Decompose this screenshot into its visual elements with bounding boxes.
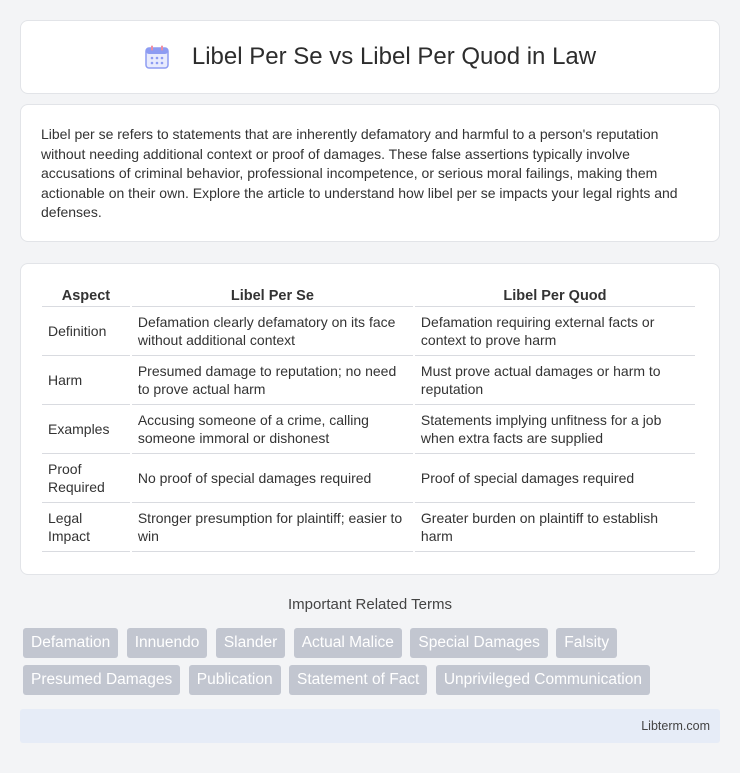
header-libel-per-quod: Libel Per Quod [415,284,695,307]
row-aspect: Examples [42,405,130,454]
row-per-quod: Greater burden on plaintiff to establish harm [415,503,695,552]
tag-presumed-damages[interactable]: Presumed Damages [23,665,180,695]
table-row [42,405,695,454]
header-libel-per-se: Libel Per Se [132,284,413,307]
row-per-se: Accusing someone of a crime, calling someone immoral or dishonest [132,405,413,454]
intro-card [20,104,720,242]
tag-special-damages[interactable]: Special Damages [410,628,547,658]
calendar-icon [144,44,170,70]
page-title: Libel Per Se vs Libel Per Quod in Law [191,43,597,70]
related-terms-title: Important Related Terms [288,596,452,613]
related-terms-list [23,628,723,702]
tag-slander[interactable]: Slander [216,628,285,658]
row-per-se: Defamation clearly defamatory on its face without additional context [132,307,413,356]
tag-statement-of-fact[interactable]: Statement of Fact [289,665,427,695]
intro-text: Libel per se refers to statements that are inherently defamatory and harmful to a person's reputation without needing additional context or proof of damages. These false assertions typically involve accusations of criminal behavior, professional incompetence, or serious moral failings, making them actionable on their own. Explore the article to understand how libel per se impacts your legal rights and defenses. [41,126,678,221]
header-aspect: Aspect [42,284,130,307]
header-card [20,20,720,94]
row-per-quod: Proof of special damages required [415,454,695,503]
table-row [42,307,695,356]
table-row [42,454,695,503]
tag-innuendo[interactable]: Innuendo [127,628,208,658]
row-aspect: Definition [42,307,130,356]
comparison-table [40,284,697,552]
table-header-row [42,284,695,307]
tag-defamation[interactable]: Defamation [23,628,118,658]
tag-falsity[interactable]: Falsity [556,628,617,658]
row-per-se: Stronger presumption for plaintiff; easier to win [132,503,413,552]
row-aspect: Legal Impact [42,503,130,552]
table-row [42,356,695,405]
row-aspect: Harm [42,356,130,405]
tag-actual-malice[interactable]: Actual Malice [294,628,402,658]
tag-publication[interactable]: Publication [189,665,281,695]
tag-unprivileged-communication[interactable]: Unprivileged Communication [436,665,650,695]
comparison-table-card [20,263,720,575]
row-per-quod: Statements implying unfitness for a job when extra facts are supplied [415,405,695,454]
row-per-quod: Defamation requiring external facts or context to prove harm [415,307,695,356]
table-row [42,503,695,552]
row-per-se: Presumed damage to reputation; no need to prove actual harm [132,356,413,405]
row-per-quod: Must prove actual damages or harm to reputation [415,356,695,405]
row-aspect: Proof Required [42,454,130,503]
row-per-se: No proof of special damages required [132,454,413,503]
footer [20,709,720,743]
footer-site-link[interactable]: Libterm.com [641,719,710,733]
